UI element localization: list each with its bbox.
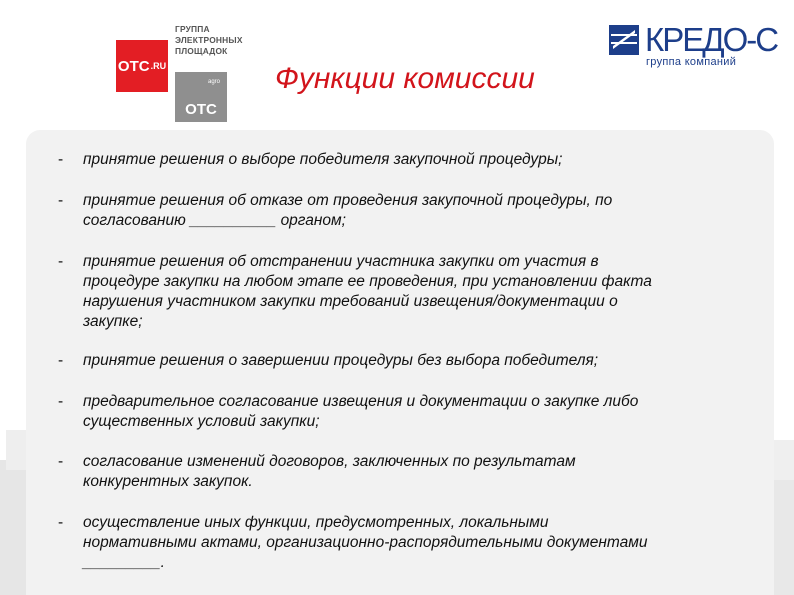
ots-domain-label: .RU [150,61,167,71]
ots-agro-name: OTC [185,101,217,118]
list-item-text: принятие решения об отстранении участника закупки от участия в процедуре закупки на любом этапе ее проведения, при установлении факта нарушения участником закупки требований извещения/документации о закупке; [83,253,652,330]
kredo-name: КРЕДО-С [645,21,778,58]
kredo-logo [607,21,778,68]
page-title: Функции комиссии [275,62,535,95]
list-item-text: принятие решения о завершении процедуры без выбора победителя; [83,352,599,369]
list-item-text: предварительное согласование извещения и документации о закупке либо существенных условий закупки; [83,393,639,430]
ots-agro-logo [175,72,227,122]
list-item-text: согласование изменений договоров, заключенных по результатам конкурентных закупок. [83,453,576,490]
ots-red-logo [116,40,168,92]
list-dash: - [58,151,64,168]
list-dash: - [58,253,64,270]
list-dash: - [58,393,64,410]
list-item-text: осуществление иных функции, предусмотренных, локальными нормативными актами, организационно-распорядительными документами _________. [83,514,648,571]
list-dash: - [58,192,64,209]
list-dash: - [58,453,64,470]
ots-group-text: ГРУППА ЭЛЕКТРОННЫХ ПЛОЩАДОК [175,24,243,56]
ots-main-label: OTC [117,57,150,75]
list-dash: - [58,514,64,531]
list-item-text: принятие решения о выборе победителя закупочной процедуры; [83,151,563,168]
kredo-subtitle: группа компаний [646,56,737,68]
list-item-text: принятие решения об отказе от проведения закупочной процедуры, по согласованию __________ органом; [83,192,613,229]
ots-agro-prefix: agro [207,79,220,85]
kredo-emblem-icon [607,22,643,58]
list-dash: - [58,352,64,369]
